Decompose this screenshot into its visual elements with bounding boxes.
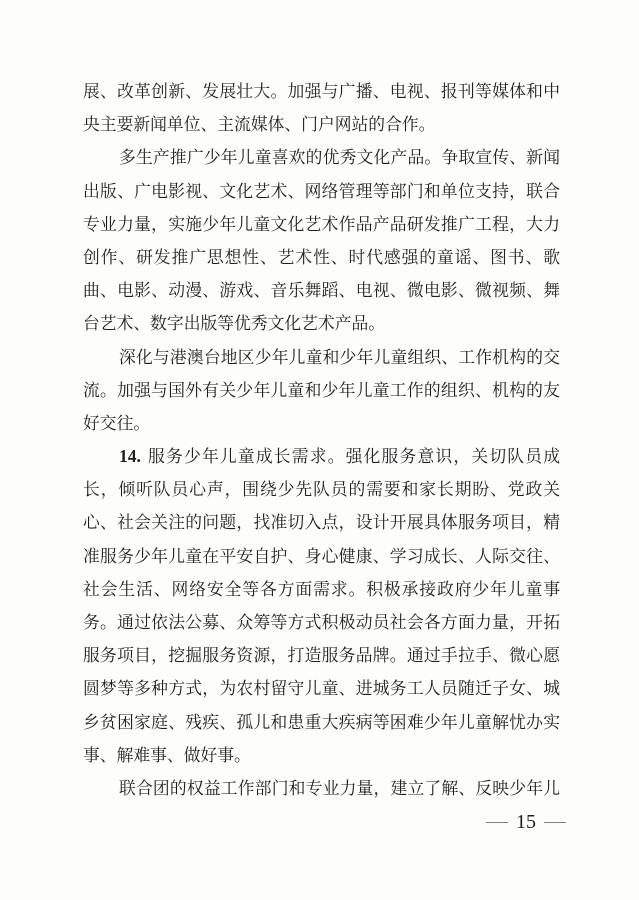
page-number-dash-left xyxy=(486,822,508,823)
page-number-text: 15 xyxy=(516,810,536,833)
text-line: 好交往。 xyxy=(83,412,151,433)
text-line: 出版、广电影视、文化艺术、网络管理等部门和单位支持，联合 xyxy=(83,180,560,201)
text-line: 圆梦等多种方式，为农村留守儿童、进城务工人员随迁子女、城 xyxy=(83,678,560,699)
text-line: 创作、研发推广思想性、艺术性、时代感强的童谣、图书、歌 xyxy=(83,246,560,267)
text-line: 联合团的权益工作部门和专业力量，建立了解、反映少年儿 xyxy=(119,777,560,798)
text-line: 务。通过依法公募、众筹等方式积极动员社会各方面力量，开拓 xyxy=(83,612,560,632)
text-line: 乡贫困家庭、残疾、孤儿和患重大疾病等困难少年儿童解忧办实 xyxy=(83,711,560,732)
text-line: 专业力量，实施少年儿童文化艺术作品产品研发推广工程，大力 xyxy=(83,213,560,234)
paragraph xyxy=(83,772,560,805)
text-line: 多生产推广少年儿童喜欢的优秀文化产品。争取宣传、新闻 xyxy=(119,147,560,168)
page-number xyxy=(486,808,566,836)
text-line: 社会生活、网络安全等各方面需求。积极承接政府少年儿童事 xyxy=(83,578,560,599)
paragraph xyxy=(83,141,560,340)
text-line: 心、社会关注的问题，找准切入点，设计开展具体服务项目，精 xyxy=(83,512,560,533)
text-line: 流。加强与国外有关少年儿童和少年儿童工作的组织、机构的友 xyxy=(83,379,560,400)
page-number-dash-right xyxy=(544,822,566,823)
text-line: 曲、电影、动漫、游戏、音乐舞蹈、电视、微电影、微视频、舞 xyxy=(83,280,560,301)
text-line: 央主要新闻单位、主流媒体、门户网站的合作。 xyxy=(83,114,436,135)
text-line: 深化与港澳台地区少年儿童和少年儿童组织、工作机构的交 xyxy=(119,346,560,367)
section-number: 14. xyxy=(119,446,141,467)
text-line: 展、改革创新、发展壮大。加强与广播、电视、报刊等媒体和中 xyxy=(83,81,560,101)
text-line: 长，倾听队员心声，围绕少先队员的需要和家长期盼、党政关 xyxy=(83,479,560,500)
body-text xyxy=(83,75,560,805)
paragraph xyxy=(83,341,560,441)
text-line: 事、解难事、做好事。 xyxy=(83,744,251,765)
text-line: 服务项目，挖掘服务资源，打造服务品牌。通过手拉手、微心愿 xyxy=(83,645,560,666)
text-line: 台艺术、数字出版等优秀文化艺术产品。 xyxy=(83,313,386,334)
paragraph xyxy=(83,440,560,772)
text-line: 准服务少年儿童在平安自护、身心健康、学习成长、人际交往、 xyxy=(83,545,560,566)
section-heading-text: 服务少年儿童成长需求。强化服务意识，关切队员成 xyxy=(146,446,560,467)
paragraph xyxy=(83,75,560,141)
text-line xyxy=(83,440,560,473)
